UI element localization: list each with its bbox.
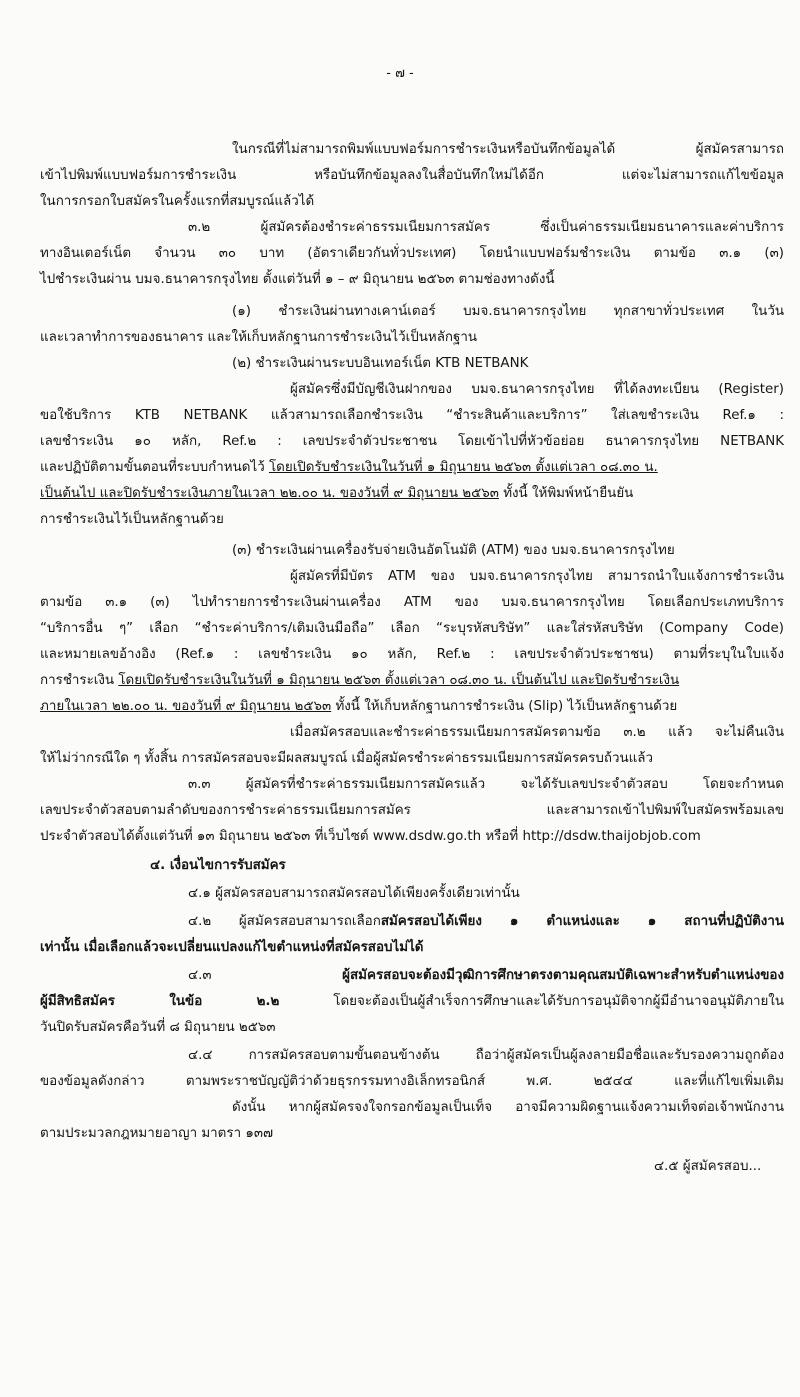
atm-line: เมื่อสมัครสอบและชำระค่าธรรมเนียมการสมัครตามข้อ ๓.๒ แล้ว จะไม่คืนเงิน — [290, 725, 784, 740]
counter-payment-line: และเวลาทำการของธนาคาร และให้เก็บหลักฐานการชำระเงินไว้เป็นหลักฐาน — [40, 330, 478, 345]
counter-payment-line: (๑) ชำระเงินผ่านทางเคาน์เตอร์ บมจ.ธนาคารกรุงไทย ทุกสาขาทั่วประเทศ ในวัน — [232, 304, 784, 319]
atm-heading: (๓) ชำระเงินผ่านเครื่องรับจ่ายเงินอัตโนมัติ (ATM) ของ บมจ.ธนาคารกรุงไทย — [232, 543, 675, 558]
paragraph-line: ในการกรอกใบสมัครในครั้งแรกที่สมบูรณ์แล้วได้ — [40, 194, 315, 209]
netbank-line: ผู้สมัครซึ่งมีบัญชีเงินฝากของ บมจ.ธนาคารกรุงไทย ที่ได้ลงทะเบียน (Register) — [290, 382, 784, 397]
section-4-1: ๔.๑ ผู้สมัครสอบสามารถสมัครสอบได้เพียงครั้งเดียวเท่านั้น — [188, 886, 520, 901]
section-3-2-line: ๓.๒ ผู้สมัครต้องชำระค่าธรรมเนียมการสมัคร ซึ่งเป็นค่าธรรมเนียมธนาคารและค่าบริการ — [188, 220, 784, 235]
section-4-3-number: ๔.๓ — [188, 968, 343, 983]
paragraph-line: ในกรณีที่ไม่สามารถพิมพ์แบบฟอร์มการชำระเงินหรือบันทึกข้อมูลได้ ผู้สมัครสามารถ — [232, 142, 784, 157]
section-3-3-line: เลขประจำตัวสอบตามลำดับของการชำระค่าธรรมเนียมการสมัคร และสามารถเข้าไปพิมพ์ใบสมัครพร้อมเลข — [40, 803, 784, 818]
atm-text: ทั้งนี้ ให้เก็บหลักฐานการชำระเงิน (Slip) ไว้เป็นหลักฐานด้วย — [331, 699, 678, 714]
section-4-4-line: ของข้อมูลดังกล่าว ตามพระราชบัญญัติว่าด้วยธุรกรรมทางอิเล็กทรอนิกส์ พ.ศ. ๒๕๔๔ และที่แก้ไขเพิ่มเติม — [40, 1074, 784, 1089]
netbank-line: ขอใช้บริการ KTB NETBANK แล้วสามารถเลือกชำระเงิน “ชำระสินค้าและบริการ” ใส่เลขชำระเงิน Ref.๑ : — [40, 408, 784, 423]
section-3-3-line: ๓.๓ ผู้สมัครที่ชำระค่าธรรมเนียมการสมัครแล้ว จะได้รับเลขประจำตัวสอบ โดยจะกำหนด — [188, 777, 784, 792]
section-3-3-line: ประจำตัวสอบได้ตั้งแต่วันที่ ๑๓ มิถุนายน ๒๕๖๓ ที่เว็บไซต์ www.dsdw.go.th หรือที่ http://dsdw.thaijobjob.com — [40, 829, 701, 844]
section-4-2-text: ๔.๒ ผู้สมัครสอบสามารถเลือก — [188, 914, 381, 929]
netbank-text: ทั้งนี้ ให้พิมพ์หน้ายืนยัน — [498, 486, 634, 501]
section-4-4-line: ดังนั้น หากผู้สมัครจงใจกรอกข้อมูลเป็นเท็จ อาจมีความผิดฐานแจ้งความเท็จต่อเจ้าพนักงาน — [232, 1100, 784, 1115]
section-4-2-emphasis: สมัครสอบได้เพียง ๑ ตำแหน่งและ ๑ สถานที่ปฏิบัติงาน — [380, 914, 784, 929]
netbank-line — [40, 458, 658, 478]
section-4-4-line: ๔.๔ การสมัครสอบตามขั้นตอนข้างต้น ถือว่าผู้สมัครเป็นผู้ลงลายมือชื่อและรับรองความถูกต้อง — [188, 1048, 784, 1063]
continuation-note: ๔.๕ ผู้สมัครสอบ... — [654, 1159, 762, 1174]
atm-open-date: โดยเปิดรับชำระเงินในวันที่ ๑ มิถุนายน ๒๕๖๓ ตั้งแต่เวลา ๐๘.๓๐ น. เป็นต้นไป และปิดรับชำระเงิน — [118, 673, 680, 688]
netbank-heading: (๒) ชำระเงินผ่านระบบอินเทอร์เน็ต KTB NETBANK — [232, 356, 529, 371]
section-4-3-line — [188, 966, 784, 986]
netbank-close-date: เป็นต้นไป และปิดรับชำระเงินภายในเวลา ๒๒.๐๐ น. ของวันที่ ๙ มิถุนายน ๒๕๖๓ — [40, 486, 499, 501]
paragraph-line: เข้าไปพิมพ์แบบฟอร์มการชำระเงิน หรือบันทึกข้อมูลลงในสื่อบันทึกใหม่ได้อีก แต่จะไม่สามารถแก้ไขข้อมูล — [40, 168, 784, 183]
section-4-2-line — [188, 912, 784, 932]
atm-line: และหมายเลขอ้างอิง (Ref.๑ : เลขชำระเงิน ๑๐ หลัก, Ref.๒ : เลขประจำตัวประชาชน) ตามที่ระบุในใบแจ้ง — [40, 647, 784, 662]
section-4-3-line — [40, 992, 784, 1012]
netbank-line: การชำระเงินไว้เป็นหลักฐานด้วย — [40, 512, 224, 527]
page-number: - ๗ - — [386, 66, 414, 81]
atm-close-date: ภายในเวลา ๒๒.๐๐ น. ของวันที่ ๙ มิถุนายน ๒๕๖๓ — [40, 699, 332, 714]
netbank-line: เลขชำระเงิน ๑๐ หลัก, Ref.๒ : เลขประจำตัวประชาชน โดยเข้าไปที่หัวข้อย่อย ธนาคารกรุงไทย NETBANK — [40, 434, 784, 449]
atm-line: ให้ไม่ว่ากรณีใด ๆ ทั้งสิ้น การสมัครสอบจะมีผลสมบูรณ์ เมื่อผู้สมัครชำระค่าธรรมเนียมการสมัครครบถ้วนแล้ว — [40, 751, 654, 766]
netbank-line — [40, 484, 633, 504]
atm-line: ตามข้อ ๓.๑ (๓) ไปทำรายการชำระเงินผ่านเครื่อง ATM ของ บมจ.ธนาคารกรุงไทย โดยเลือกประเภทบริการ — [40, 595, 784, 610]
section-4-4-line: ตามประมวลกฎหมายอาญา มาตรา ๑๓๗ — [40, 1126, 274, 1141]
atm-line — [40, 697, 677, 717]
atm-line — [40, 671, 679, 691]
section-4-3-emphasis: ผู้มีสิทธิสมัคร ในข้อ ๒.๒ — [40, 994, 280, 1009]
atm-text: การชำระเงิน — [40, 673, 119, 688]
section-3-2-line: ไปชำระเงินผ่าน บมจ.ธนาคารกรุงไทย ตั้งแต่วันที่ ๑ – ๙ มิถุนายน ๒๕๖๓ ตามช่องทางดังนี้ — [40, 272, 555, 287]
section-4-3-text: โดยจะต้องเป็นผู้สำเร็จการศึกษาและได้รับการอนุมัติจากผู้มีอำนาจอนุมัติภายใน — [279, 994, 784, 1009]
section-4-heading: ๔. เงื่อนไขการรับสมัคร — [150, 858, 286, 873]
netbank-open-date: โดยเปิดรับชำระเงินในวันที่ ๑ มิถุนายน ๒๕๖๓ ตั้งแต่เวลา ๐๘.๓๐ น. — [268, 460, 658, 475]
atm-line: ผู้สมัครที่มีบัตร ATM ของ บมจ.ธนาคารกรุงไทย สามารถนำใบแจ้งการชำระเงิน — [290, 569, 784, 584]
section-4-2-line: เท่านั้น เมื่อเลือกแล้วจะเปลี่ยนแปลงแก้ไขตำแหน่งที่สมัครสอบไม่ได้ — [40, 940, 424, 955]
netbank-text: และปฏิบัติตามขั้นตอนที่ระบบกำหนดไว้ — [40, 460, 269, 475]
section-4-3-emphasis: ผู้สมัครสอบจะต้องมีวุฒิการศึกษาตรงตามคุณสมบัติเฉพาะสำหรับตำแหน่งของ — [342, 968, 784, 983]
section-3-2-line: ทางอินเตอร์เน็ต จำนวน ๓๐ บาท (อัตราเดียวกันทั่วประเทศ) โดยนำแบบฟอร์มชำระเงิน ตามข้อ ๓.๑ (๓) — [40, 246, 784, 261]
section-4-3-line: วันปิดรับสมัครคือวันที่ ๘ มิถุนายน ๒๕๖๓ — [40, 1020, 276, 1035]
atm-line: “บริการอื่น ๆ” เลือก “ชำระค่าบริการ/เติมเงินมือถือ” เลือก “ระบุรหัสบริษัท” และใส่รหัสบริษัท (Company Code) — [40, 621, 784, 636]
